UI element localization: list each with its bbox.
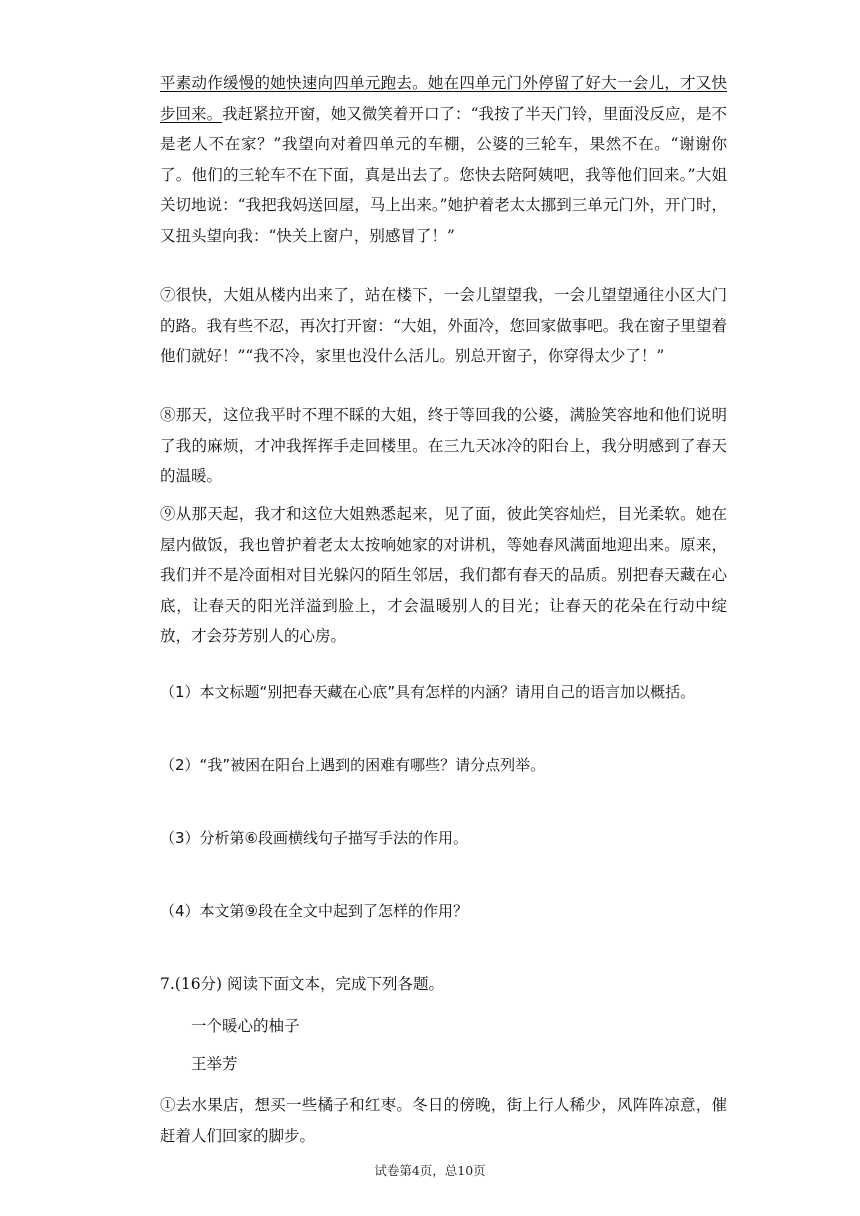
- article-title: 一个暖心的柚子: [191, 1017, 300, 1035]
- question-3: （3）分析第⑥段画横线句子描写手法的作用。: [160, 829, 468, 847]
- paragraph-6-text: 我赶紧拉开窗，她又微笑着开口了：“我按了半天门铃，里面没反应，是不是老人不在家？”我望向对着四单元的车棚，公婆的三轮车，果然不在。“谢谢你了。他们的三轮车不在下面，真是出去了。您快去陪阿姨吧，我等他们回来。”大姐关切地说：“我把我妈送回屋，马上出来。”她护着老太太挪到三单元门外，开门时，又扭头望向我：“快关上窗户，别感冒了！”: [160, 104, 727, 245]
- paragraph-8: ⑧那天，这位我平时不理不睬的大姐，终于等回我的公婆，满脸笑容地和他们说明了我的麻烦，才冲我挥挥手走回楼里。在三九天冰冷的阳台上，我分明感到了春天的温暖。: [160, 406, 727, 486]
- article-author: 王举芳: [191, 1055, 238, 1073]
- question-1: （1）本文标题“别把春天藏在心底”具有怎样的内涵？请用自己的语言加以概括。: [160, 683, 696, 701]
- page-footer: 试卷第4页，总10页: [374, 1163, 486, 1178]
- question-2: （2）“我”被困在阳台上遇到的困难有哪些？请分点列举。: [160, 756, 546, 774]
- question-4: （4）本文第⑨段在全文中起到了怎样的作用？: [160, 902, 468, 920]
- section-7-paragraph-1: ①去水果店，想买一些橘子和红枣。冬日的傍晚，街上行人稀少，风阵阵凉意，催赶着人们回家的脚步。: [160, 1096, 727, 1145]
- section-7-header: 7.(16分) 阅读下面文本，完成下列各题。: [160, 975, 445, 993]
- underlined-sentence: 平素动作缓慢的她快速向四单元跑去。她在四单元门外停留了好大一会儿，才又快步回来。: [160, 74, 727, 123]
- paragraph-6: [160, 68, 727, 252]
- paragraph-9: ⑨从那天起，我才和这位大姐熟悉起来，见了面，彼此笑容灿烂，目光柔软。她在屋内做饭，我也曾护着老太太按响她家的对讲机，等她春风满面地迎出来。原来，我们并不是冷面相对目光躲闪的陌生邻居，我们都有春天的品质。别把春天藏在心底，让春天的阳光洋溢到脸上，才会温暖别人的目光；让春天的花朵在行动中绽放，才会芬芳别人的心房。: [160, 505, 727, 646]
- paragraph-7: ⑦很快，大姐从楼内出来了，站在楼下，一会儿望望我，一会儿望望通往小区大门的路。我有些不忍，再次打开窗：“大姐，外面冷，您回家做事吧。我在窗子里望着他们就好！”“我不冷，家里也没什么活儿。别总开窗子，你穿得太少了！”: [160, 286, 727, 366]
